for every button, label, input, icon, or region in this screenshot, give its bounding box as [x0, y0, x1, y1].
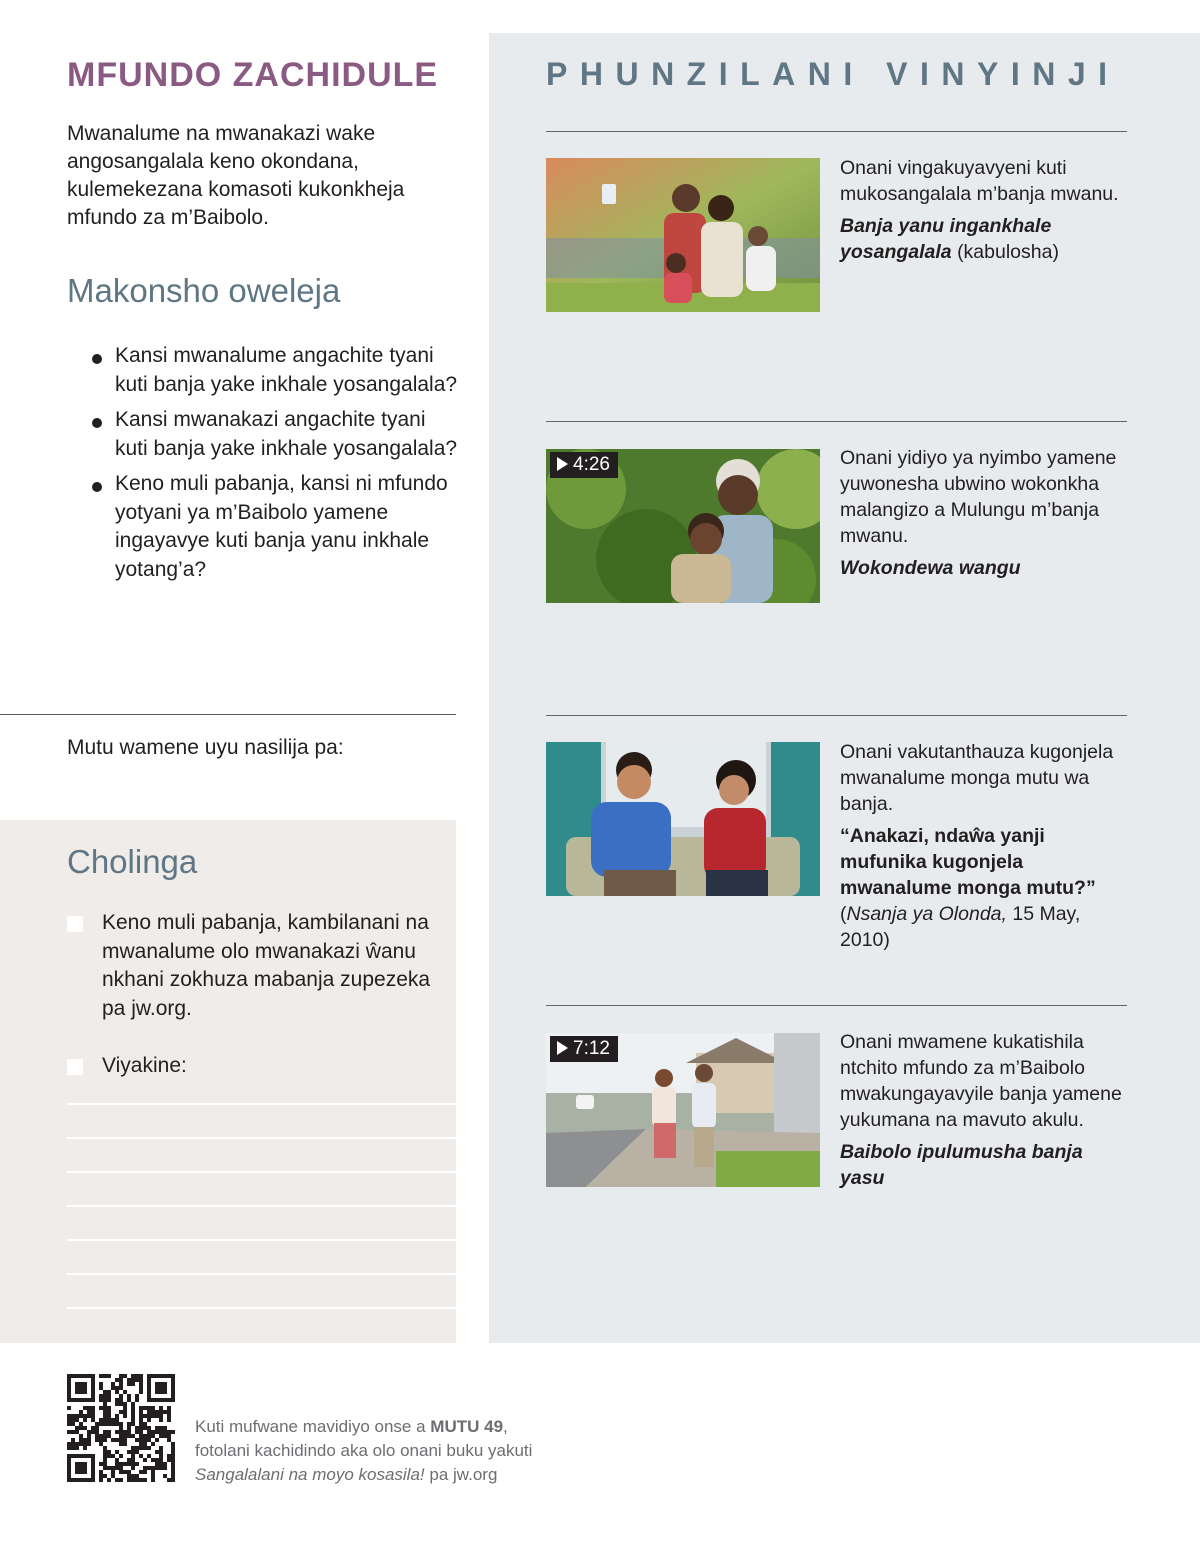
writing-line[interactable]: [67, 1171, 456, 1173]
divider: [546, 1005, 1127, 1006]
practice-item[interactable]: Keno muli pabanja, kambilanani na mwanalume olo mwanakazi ŵanu nkhani zokhuza mabanja zupezeka pa jw.org.: [67, 909, 437, 1023]
bullet-icon: [92, 482, 102, 492]
writing-line[interactable]: [67, 1273, 456, 1275]
divider: [546, 715, 1127, 716]
writing-line[interactable]: [67, 1205, 456, 1207]
resource-description: Onani vingakuyavyeni kuti mukosangalala m’banja mwanu.: [840, 157, 1119, 205]
question-item: Keno muli pabanja, kansi ni mfundo yotyani ya m’Baibolo yamene ingayavye kuti banja yanu inkhale yotang’a?: [92, 470, 462, 584]
bullet-icon: [92, 354, 102, 364]
writing-line[interactable]: [67, 1307, 456, 1309]
resource-title-link[interactable]: Wokondewa wangu: [840, 557, 1021, 579]
question-item: Kansi mwanalume angachite tyani kuti banja yake inkhale yosangalala?: [92, 342, 462, 399]
video-duration: 4:26: [550, 452, 618, 478]
divider: [546, 131, 1127, 132]
resource-item-1: [840, 155, 1130, 265]
couple-walking-video[interactable]: [546, 1033, 820, 1187]
resource-title-link[interactable]: Banja yanu ingankhale yosangalala (kabulosha): [840, 215, 1059, 263]
play-icon: [557, 1041, 568, 1055]
intro-text: Mwanalume na mwanakazi wake angosangalala keno okondana, kulemekezana komasoti kukonkheja mfundo za m’Baibolo.: [67, 122, 405, 229]
writing-line[interactable]: [67, 1137, 456, 1139]
practice-panel: [0, 820, 456, 1343]
resource-item-2: [840, 445, 1130, 581]
video-duration: 7:12: [550, 1036, 618, 1062]
bullet-icon: [92, 418, 102, 428]
page-title: MFUNDO ZACHIDULE: [67, 56, 439, 94]
divider: [0, 714, 456, 715]
further-study-title: PHUNZILANI VINYINJI: [546, 56, 1120, 92]
resource-title-link[interactable]: Baibolo ipulumusha banja yasu: [840, 1141, 1083, 1189]
writing-line[interactable]: [67, 1239, 456, 1241]
divider: [546, 421, 1127, 422]
resource-description: Onani vakutanthauza kugonjela mwanalume monga mutu wa banja.: [840, 741, 1114, 815]
checkbox[interactable]: [67, 916, 83, 932]
resource-description: Onani mwamene kukatishila ntchito mfundo za m’Baibolo mwakungayavyile banja yamene yukumana na mavuto akulu.: [840, 1031, 1122, 1131]
practice-item-other[interactable]: Viyakine:: [67, 1052, 437, 1081]
questions-heading: Makonsho oweleja: [67, 272, 341, 309]
practice-heading: Cholinga: [67, 843, 198, 880]
questions-list: [92, 342, 462, 591]
resource-title-link[interactable]: “Anakazi, ndaŵa yanji mufunika kugonjela mwanalume monga mutu?” (Nsanja ya Olonda, 15 May, 2010): [840, 825, 1096, 951]
footer-note: Kuti mufwane mavidiyo onse a MUTU 49, fotolani kachidindo aka olo onani buku yakuti Sangalalani na moyo kosasila! pa jw.org: [195, 1417, 533, 1484]
couple-talking-photo[interactable]: [546, 742, 820, 896]
play-icon: [557, 457, 568, 471]
resource-item-3: [840, 739, 1130, 953]
qr-code-icon[interactable]: [67, 1374, 175, 1482]
checkbox[interactable]: [67, 1059, 83, 1075]
writing-line[interactable]: [67, 1103, 456, 1105]
resource-item-4: [840, 1029, 1130, 1191]
elderly-couple-video[interactable]: [546, 449, 820, 603]
resource-description: Onani yidiyo ya nyimbo yamene yuwonesha ubwino wokonkha malangizo a Mulungu m’banja mwanu.: [840, 447, 1117, 547]
family-selfie-photo[interactable]: [546, 158, 820, 312]
person-label: Mutu wamene uyu nasilija pa:: [67, 736, 344, 759]
question-item: Kansi mwanakazi angachite tyani kuti banja yake inkhale yosangalala?: [92, 406, 462, 463]
